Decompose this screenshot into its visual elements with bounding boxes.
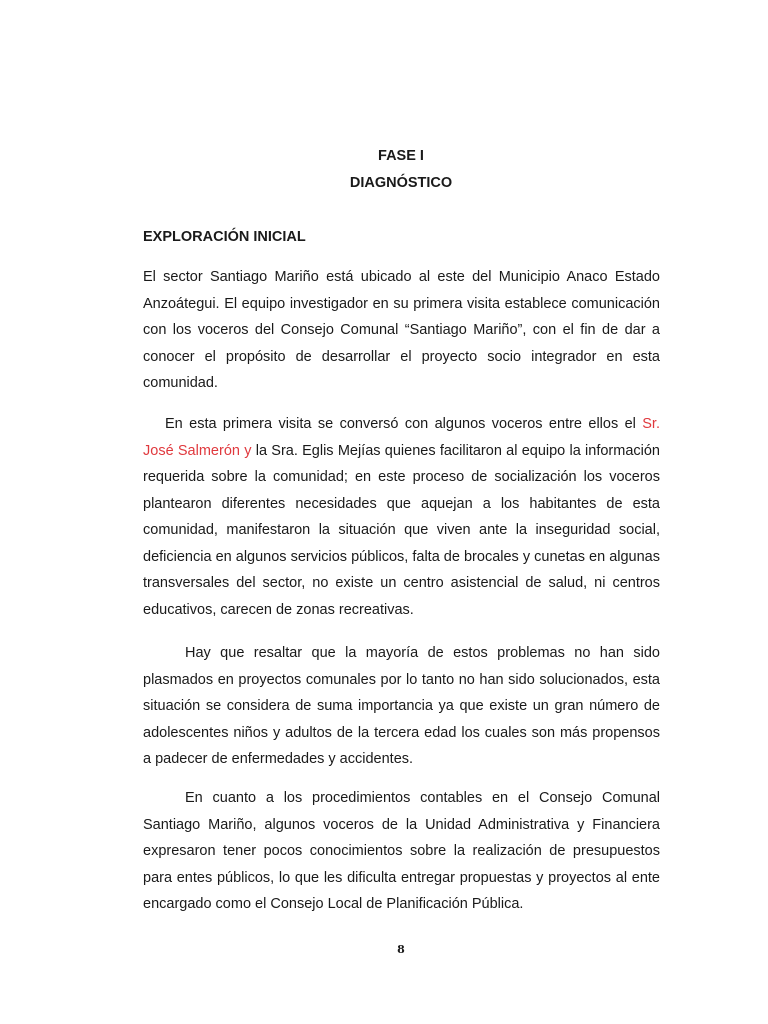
paragraph-4: En cuanto a los procedimientos contables en el Consejo Comunal Santiago Mariño, algunos voceros de la Unidad Administrativa y Financiera expresaron tener pocos conocimientos sobre la realización de presupuestos para entes públicos, lo que les dificulta entregar propuestas y proyectos al ente encargado como el Consejo Local de Planificación Pública. [143, 790, 660, 912]
paragraph-1: El sector Santiago Mariño está ubicado al este del Municipio Anaco Estado Anzoátegui. El equipo investigador en su primera visita establece comunicación con los voceros del Consejo Comunal “Santiago Mariño”, con el fin de dar a conocer el propósito de desarrollar el proyecto socio integrador en esta comunidad. [143, 269, 660, 391]
diagnosis-heading: DIAGNÓSTICO [349, 175, 453, 191]
page-number: 8 [397, 943, 405, 956]
paragraph-2-text-after: la Sra. Eglis Mejías quienes facilitaron al equipo la información requerida sobre la comunidad; en este proceso de socialización los voceros plantearon diferentes necesidades que aquejan a los habitantes de esta comunidad, manifestaron la situación que viven ante la inseguridad social, deficiencia en algunos servicios públicos, falta de brocales y cunetas en algunas transversales del sector, no existe un centro asistencial de salud, ni centros educativos, carecen de zonas recreativas. [143, 442, 660, 618]
paragraph-2 [143, 411, 660, 623]
highlighted-name: Sr. José Salmerón y [143, 416, 660, 459]
paragraph-2-text-before: En esta primera visita se conversó con algunos voceros entre ellos el [165, 416, 643, 432]
phase-heading: FASE I [378, 148, 424, 164]
section-title: EXPLORACIÓN INICIAL [143, 229, 306, 245]
paragraph-3: Hay que resaltar que la mayoría de estos problemas no han sido plasmados en proyectos comunales por lo tanto no han sido solucionados, esta situación se considera de suma importancia ya que existe un gran número de adolescentes niños y adultos de la tercera edad los cuales son más propensos a padecer de enfermedades y accidentes. [143, 645, 660, 767]
